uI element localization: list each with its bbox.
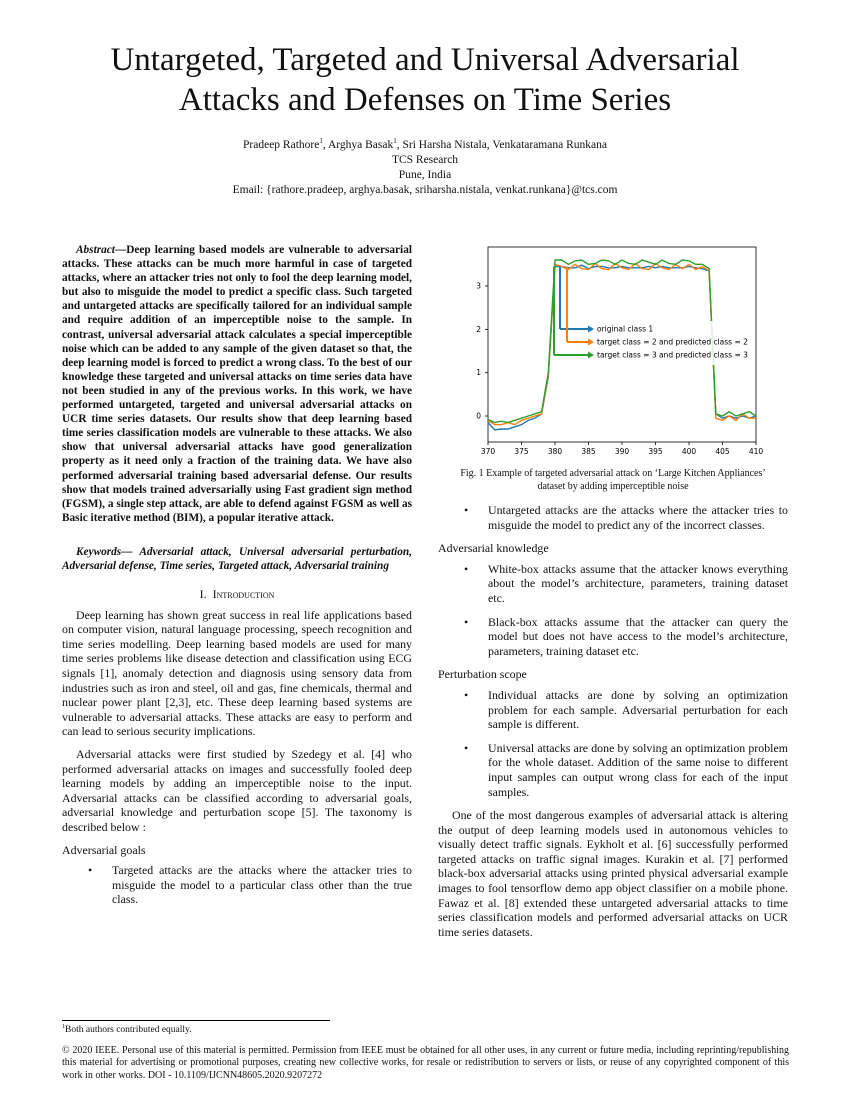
list-item-text: Individual attacks are done by solving an optimization problem for each sample. Adversarial perturbation for each sample is different.	[488, 687, 788, 732]
intro-paragraph-2: Adversarial attacks were first studied by Szedegy et al. [4] who performed adversarial attacks on images and successfully fooled deep learning models by adding an imperceptible noise to the input. Adversarial attacks can be classified according to adversarial goals, adversarial knowledge and perturbation scope [5]. The taxonomy is described below :	[62, 747, 412, 834]
footnote-sup: 1	[62, 1024, 65, 1030]
scope-list	[438, 688, 788, 799]
bullet: •	[464, 614, 469, 629]
intro-paragraph-1: Deep learning has shown great success in real life applications based on computer vision, natural language processing, speech recognition and time series modelling. Deep learning based models are used for many time series problems like disease detection and classification using ECG signals [1], anomaly detection and diagnosis using sensory data from industries such as iron and steel, oil and gas, fine chemicals, thermal and nuclear power plant [2,3], etc. These deep learning based systems are vulnerable to adversarial attacks. These attacks are easy to perform and can lead to serious security implications.	[62, 607, 412, 739]
bullet: •	[88, 863, 93, 878]
knowledge-list	[438, 562, 788, 659]
title-line-2: Attacks and Defenses on Time Series	[178, 82, 672, 118]
y-tick-label: 2	[476, 324, 481, 334]
x-tick-label: 370	[480, 447, 496, 456]
footnote-text: Both authors contributed equally.	[65, 1025, 192, 1036]
section-title: Introduction	[212, 587, 275, 602]
y-tick-label: 0	[476, 411, 481, 421]
line-chart	[438, 232, 788, 464]
x-tick-label: 375	[514, 447, 529, 456]
footnote	[62, 1024, 192, 1035]
legend-label: original class 1	[597, 324, 654, 334]
caption-line-2: dataset by adding imperceptible noise	[537, 480, 689, 492]
subheading-knowledge: Adversarial knowledge	[438, 541, 549, 556]
list-item-text: Targeted attacks are the attacks where the attacker tries to misguide the model to a particular class other than the true class.	[112, 863, 412, 907]
list-item	[438, 615, 788, 659]
subheading-goals: Adversarial goals	[62, 842, 146, 857]
bullet: •	[464, 561, 469, 576]
y-tick-label: 3	[476, 281, 481, 291]
keywords: Keywords— Adversarial attack, Universal adversarial perturbation, Adversarial defense, Time series, Targeted attack, Adversarial training	[62, 545, 412, 572]
title-line-1: Untargeted, Targeted and Universal Adversarial	[110, 42, 740, 78]
abstract	[62, 243, 412, 525]
list-item	[438, 562, 788, 606]
footnote-rule	[62, 1020, 330, 1021]
list-item	[438, 741, 788, 799]
figure-1	[438, 232, 788, 464]
goals-list	[62, 863, 412, 907]
bullet: •	[464, 503, 469, 517]
author-2: Arghya Basak	[327, 138, 394, 151]
location: Pune, India	[398, 168, 452, 181]
figure-caption	[438, 468, 788, 493]
list-item	[438, 503, 788, 532]
list-item-text: Universal attacks are done by solving an optimization problem for the whole dataset. Addition of the same noise to different input samples can output wrong class for each of the input samples.	[488, 740, 788, 799]
x-tick-label: 385	[581, 447, 596, 456]
x-tick-label: 380	[547, 447, 563, 456]
right-column	[438, 232, 788, 947]
subheading-scope: Perturbation scope	[438, 667, 527, 682]
goals-list-continued	[438, 503, 788, 532]
section-number: I.	[199, 587, 207, 602]
email: Email: {rathore.pradeep, arghya.basak, sriharsha.nistala, venkat.runkana}@tcs.com	[232, 183, 618, 196]
paper-title	[60, 40, 790, 120]
y-tick-label: 1	[476, 368, 481, 378]
copyright-notice: © 2020 IEEE. Personal use of this material is permitted. Permission from IEEE must be obtained for all other uses, in any current or future media, including reprinting/republishing this material for advertising or promotional purposes, creating new collective works, for resale or redistribution to servers or lists, or reuse of any copyrighted component of this work in other works. DOI - 10.1109/IJCNN48605.2020.9207272	[62, 1045, 789, 1081]
caption-line-1: Fig. 1 Example of targeted adversarial attack on ‘Large Kitchen Appliances’	[460, 468, 766, 479]
list-item-text: Black-box attacks assume that the attacker can query the model but does not have access to the model’s architecture, parameters, training dataset etc.	[488, 614, 788, 658]
author-1: Pradeep Rathore	[243, 138, 320, 151]
list-item	[438, 688, 788, 732]
author-rest: , Sri Harsha Nistala, Venkataramana Runkana	[396, 138, 607, 151]
x-tick-label: 390	[614, 447, 630, 456]
list-item-text: White-box attacks assume that the attacker knows everything about the model’s architecture, parameters, training dataset etc.	[488, 561, 788, 605]
x-tick-label: 410	[748, 447, 764, 456]
author-names	[60, 134, 790, 153]
affiliation: TCS Research	[391, 153, 459, 166]
author-sep: ,	[322, 138, 328, 151]
section-heading	[62, 587, 412, 602]
author-1-sup: 1	[319, 137, 323, 145]
x-tick-label: 395	[648, 447, 663, 456]
legend-label: target class = 3 and predicted class = 3	[597, 350, 748, 360]
bullet: •	[464, 740, 469, 755]
right-paragraph: One of the most dangerous examples of adversarial attack is altering the output of deep learning models used in autonomous vehicles to visually detect traffic signals. Eykholt et al. [6] successfully performed targeted attacks on traffic signal images. Kurakin et al. [7] performed black-box adversarial attacks using printed physical adversarial example images to fool tensorflow demo app object classifier on a mobile phone. Fawaz et al. [8] extended these untargeted adversarial attacks to time series classification models and performed adversarial attacks on UCR time series datasets.	[438, 808, 788, 939]
abstract-label: Abstract	[76, 244, 115, 256]
x-tick-label: 400	[681, 447, 697, 456]
list-item	[62, 863, 412, 907]
author-block	[60, 134, 790, 198]
list-item-text: Untargeted attacks are the attacks where the attacker tries to misguide the model to predict any of the incorrect classes.	[488, 503, 788, 532]
legend-label: target class = 2 and predicted class = 2	[597, 337, 748, 347]
abstract-text: —Deep learning based models are vulnerable to adversarial attacks. These attacks can be much more harmful in case of targeted attacks, where an attacker tries not only to fool the deep learning model, but also to misguide the model to predict a specific class. Such targeted and untargeted attacks are specifically tailored for an individual sample and require addition of an imperceptible noise to the sample. In contrast, universal adversarial attack calculates a special imperceptible noise which can be added to any sample of the given dataset so that, the deep learning model is forced to predict a wrong class. To the best of our knowledge these targeted and universal attacks on time series data have not been studied in any of the previous works. In this work, we have performed untargeted, targeted and universal adversarial attacks on UCR time series datasets. Our results show that deep learning based time series classification models are vulnerable to these attacks. We also show that universal adversarial attacks have good generalization property as it need only a fraction of the training data. We have also performed adversarial training based adversarial defense. Our results show that models trained adversarially using Fast gradient sign method (FGSM), a single step attack, are able to defend against FGSM as well as Basic iterative method (BIM), a popular iterative attack.	[62, 244, 412, 524]
x-tick-label: 405	[715, 447, 730, 456]
author-2-sup: 1	[393, 137, 397, 145]
left-column	[62, 243, 412, 916]
bullet: •	[464, 687, 469, 702]
